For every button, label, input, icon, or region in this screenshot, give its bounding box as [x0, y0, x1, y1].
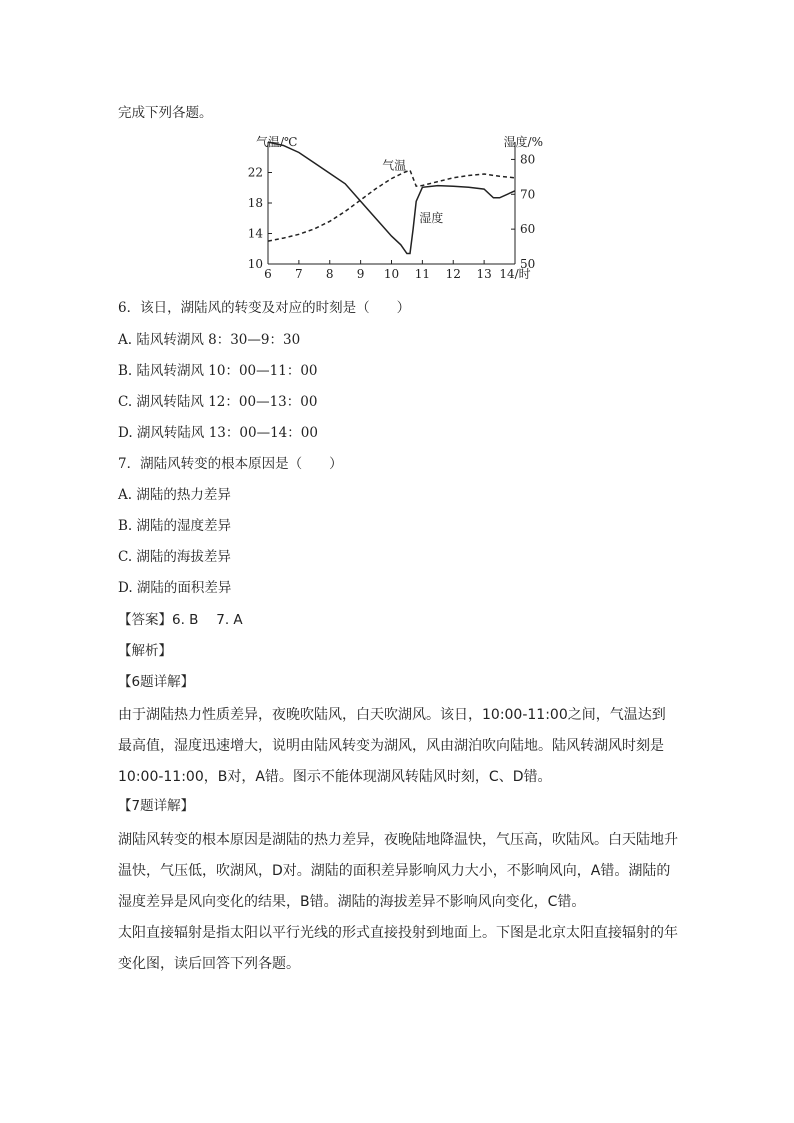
- right-tick-label: 60: [520, 222, 536, 237]
- q6-explanation: [118, 700, 678, 793]
- x-tick-label: 7: [295, 267, 303, 281]
- q6-explanation-text: 由于湖陆热力性质差异，夜晚吹陆风，白天吹湖风。该日，10:00-11:00之间，气温达到最高值，湿度迅速增大，说明由陆风转变为湖风，风由湖泊吹向陆地。陆风转湖风时刻是10:00-11:00，B对，A错。图示不能体现湖风转陆风时刻，C、D错。: [118, 707, 666, 785]
- q6-explain-title: 【6题详解】: [118, 674, 195, 690]
- left-tick-label: 18: [247, 196, 263, 210]
- right-axis-title: 湿度/%: [503, 135, 543, 149]
- left-tick-label: 22: [247, 165, 263, 180]
- analysis-title: 【解析】: [118, 643, 172, 659]
- q7-option-a: A. 湖陆的热力差异: [118, 487, 231, 503]
- q7-option-b: B. 湖陆的湿度差异: [118, 518, 232, 534]
- q7-explanation: [118, 825, 678, 918]
- right-tick-label: 70: [520, 187, 536, 202]
- humidity-annotation: 湿度: [419, 211, 444, 226]
- right-tick-label: 80: [520, 152, 536, 167]
- x-tick-label: 6: [264, 267, 272, 281]
- temperature-line: [268, 170, 515, 241]
- x-tick-label: 10: [383, 267, 400, 281]
- next-intro-text: 太阳直接辐射是指太阳以平行光线的形式直接投射到地面上。下图是北京太阳直接辐射的年变化图，读后回答下列各题。: [118, 925, 678, 972]
- temperature-humidity-chart: [247, 132, 550, 282]
- right-tick-label: 50: [520, 257, 536, 271]
- q7-explanation-text: 湖陆风转变的根本原因是湖陆的热力差异，夜晚陆地降温快，气压高，吹陆风。白天陆地升温快，气压低，吹湖风，D对。湖陆的面积差异影响风力大小，不影响风向，A错。湖陆的湿度差异是风向变化的结果，B错。湖陆的海拔差异不影响风向变化，C错。: [118, 832, 678, 910]
- x-tick-label: 13: [476, 267, 492, 281]
- answer-line: 【答案】6. B 7. A: [118, 612, 243, 628]
- x-tick-label: 14/时: [499, 267, 531, 281]
- q7-option-c: C. 湖陆的海拔差异: [118, 549, 231, 565]
- x-tick-label: 11: [414, 267, 431, 281]
- left-tick-label: 14: [247, 226, 263, 241]
- intro-text: 完成下列各题。: [118, 105, 213, 121]
- q6-option-d: D. 湖风转陆风 13：00—14：00: [118, 425, 318, 441]
- q6-option-a: A. 陆风转湖风 8：30—9：30: [118, 332, 301, 348]
- x-tick-label: 9: [356, 267, 365, 281]
- q7-option-d: D. 湖陆的面积差异: [118, 580, 232, 596]
- next-question-intro: [118, 918, 678, 980]
- question-7-stem: 7．湖陆风转变的根本原因是（ ）: [118, 456, 343, 472]
- q6-option-b: B. 陆风转湖风 10：00—11：00: [118, 363, 318, 379]
- q7-explain-title: 【7题详解】: [118, 798, 195, 814]
- question-6-stem: 6．该日，湖陆风的转变及对应的时刻是（ ）: [118, 300, 411, 316]
- left-axis-title: 气温/℃: [256, 135, 298, 149]
- x-tick-label: 12: [445, 267, 461, 281]
- x-tick-label: 8: [325, 267, 334, 281]
- q6-option-c: C. 湖风转陆风 12：00—13：00: [118, 394, 318, 410]
- left-tick-label: 10: [247, 257, 263, 271]
- temperature-annotation: 气温: [382, 158, 407, 173]
